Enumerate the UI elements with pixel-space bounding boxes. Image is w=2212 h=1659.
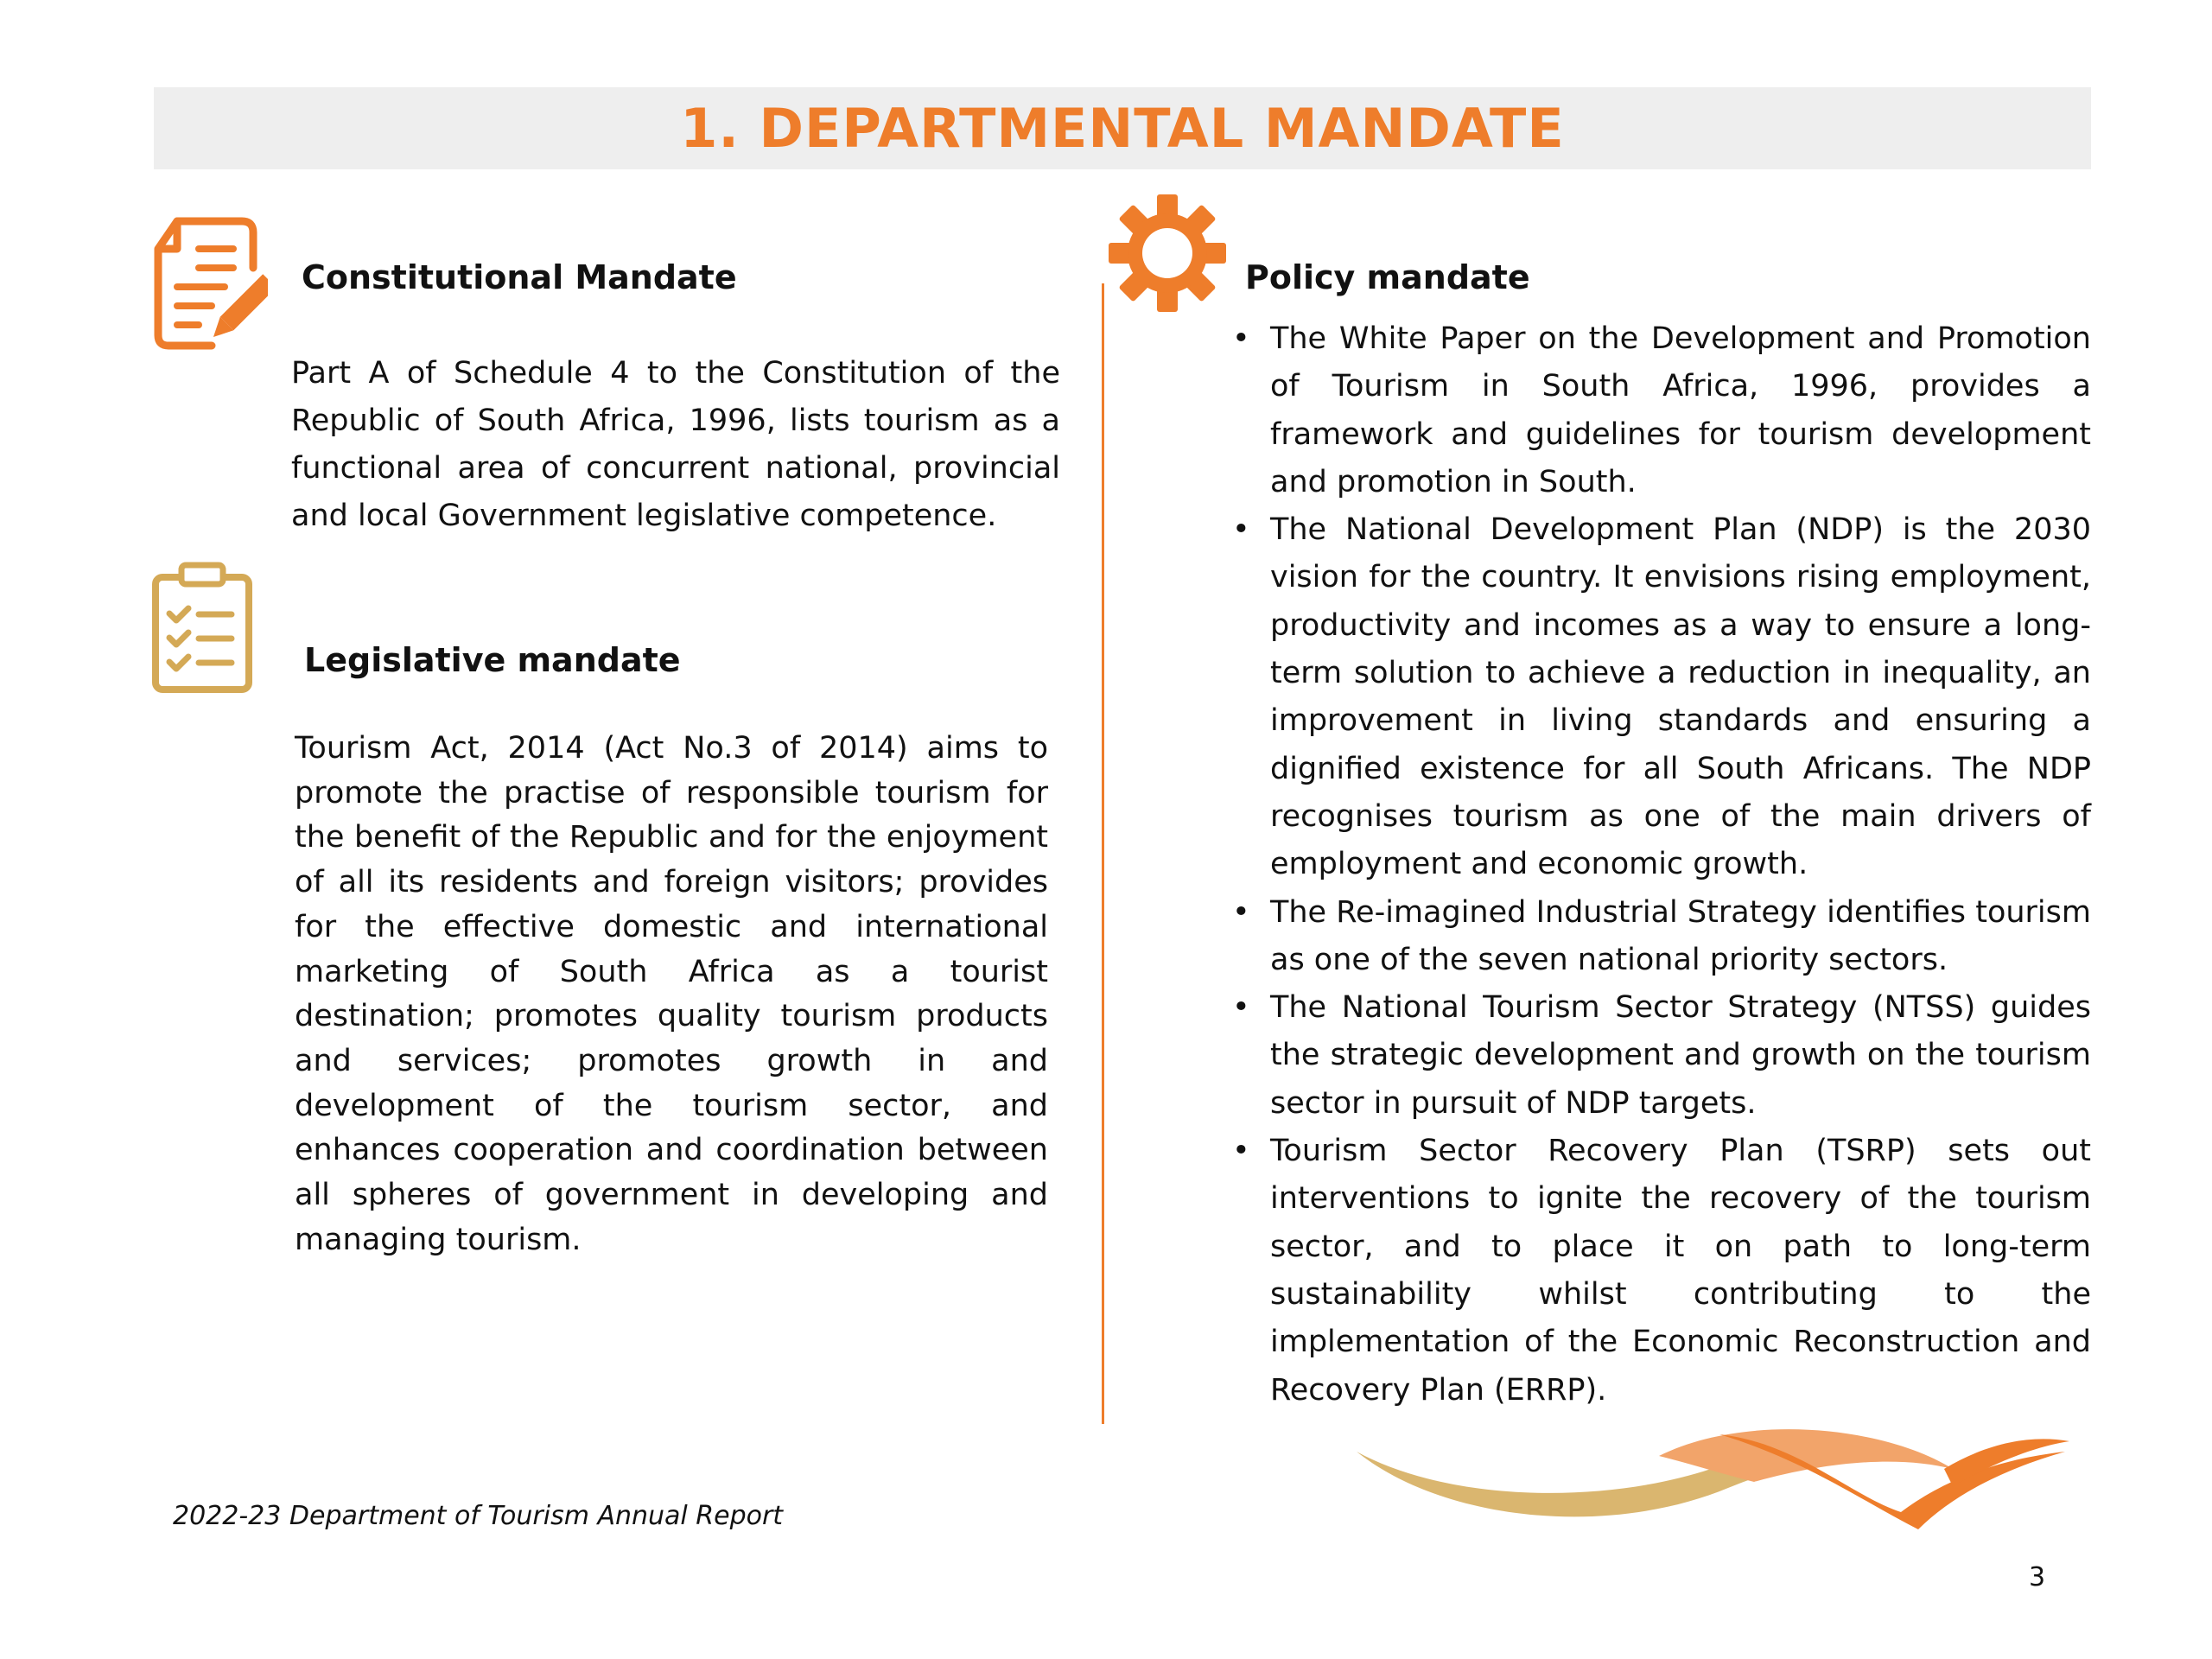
policy-heading: Policy mandate bbox=[1245, 258, 1530, 296]
swoosh-decoration bbox=[1348, 1408, 2074, 1541]
clipboard-checklist-icon bbox=[149, 560, 257, 700]
list-item bbox=[1227, 1128, 2091, 1414]
list-item bbox=[1227, 315, 2091, 506]
page-title: 1. DEPARTMENTAL MANDATE bbox=[680, 97, 1565, 160]
constitutional-heading: Constitutional Mandate bbox=[302, 258, 737, 296]
bullet: • bbox=[1232, 321, 1250, 356]
bullet: • bbox=[1232, 512, 1250, 548]
legislative-text: Tourism Act, 2014 (Act No.3 of 2014) aims to promote the practise of responsible tourism for the benefit of the Republic and for the enjoyment of all its residents and foreign visitors; provides for the effective domestic and international marketing of South Africa as a tourist destination; promotes quality tourism products and services; promotes growth in and development of the tourism sector, and enhances cooperation and coordination between all spheres of government in developing and managing tourism. bbox=[295, 731, 1048, 1257]
list-item bbox=[1227, 889, 2091, 985]
list-item bbox=[1227, 506, 2091, 888]
document-pen-icon bbox=[151, 214, 268, 356]
bullet: • bbox=[1232, 990, 1250, 1026]
list-item bbox=[1227, 984, 2091, 1128]
list-item-text: The National Tourism Sector Strategy (NTSS) guides the strategic development and growth on the tourism sector in pursuit of NDP targets. bbox=[1270, 990, 2091, 1121]
list-item-text: Tourism Sector Recovery Plan (TSRP) sets out interventions to ignite the recovery of the tourism sector, and to place it on path to long-term sustainability whilst contributing to the implementation of the Economic Reconstruction and Recovery Plan (ERRP). bbox=[1270, 1134, 2091, 1408]
policy-list bbox=[1227, 315, 2091, 1414]
gear-icon bbox=[1109, 194, 1226, 315]
list-item-text: The White Paper on the Development and Promotion of Tourism in South Africa, 1996, provides a framework and guidelines for tourism development and promotion in South. bbox=[1270, 321, 2091, 499]
column-divider bbox=[1102, 283, 1104, 1424]
list-item-text: The National Development Plan (NDP) is the 2030 vision for the country. It envisions rising employment, productivity and incomes as a way to ensure a long-term solution to achieve a reduction in inequality, an improvement in living standards and ensuring a dignified existence for all South Africans. The NDP recognises tourism as one of the main drivers of employment and economic growth. bbox=[1270, 512, 2091, 882]
bullet: • bbox=[1232, 1134, 1250, 1169]
legislative-heading: Legislative mandate bbox=[304, 641, 681, 679]
list-item-text: The Re-imagined Industrial Strategy identifies tourism as one of the seven national priority sectors. bbox=[1270, 894, 2091, 977]
footer-report-title: 2022-23 Department of Tourism Annual Report bbox=[173, 1501, 784, 1531]
constitutional-text: Part A of Schedule 4 to the Constitution of the Republic of South Africa, 1996, lists tourism as a functional area of concurrent national, provincial and local Government legislative competence. bbox=[291, 356, 1060, 533]
title-bar bbox=[154, 87, 2091, 169]
page-number: 3 bbox=[2029, 1562, 2046, 1592]
bullet: • bbox=[1232, 894, 1250, 930]
